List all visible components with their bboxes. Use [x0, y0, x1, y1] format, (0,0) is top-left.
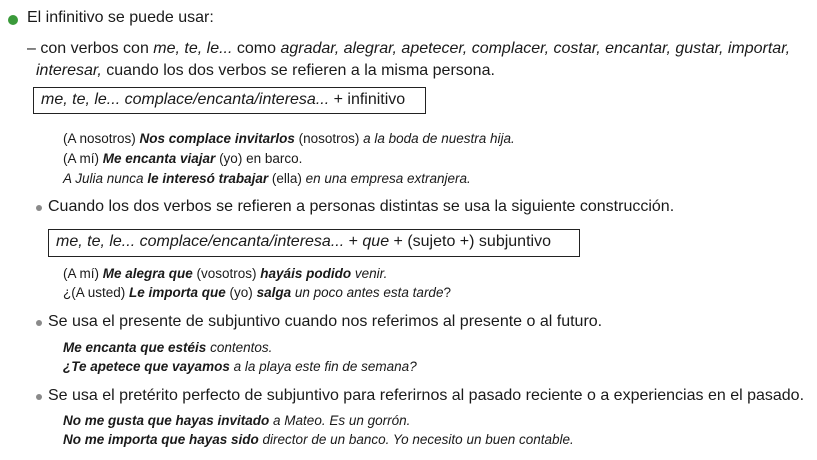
example-1c: A Julia nunca le interesó trabajar (ella) en una empresa extranjera. [63, 171, 471, 186]
example-2a: (A mí) Me alegra que (vosotros) hayáis podido venir. [63, 266, 388, 281]
formula-box-subjunctive: me, te, le... complace/encanta/interesa... + que + (sujeto +) subjuntivo [48, 229, 580, 257]
example-3a: Me encanta que estéis contentos. [63, 340, 273, 355]
rule-perfect-subjunctive: Se usa el pretérito perfecto de subjuntivo para referirnos al pasado reciente o a experiencias en el pasado. [48, 387, 805, 404]
example-1b: (A mí) Me encanta viajar (yo) en barco. [63, 151, 303, 166]
rule-present-subjunctive: Se usa el presente de subjuntivo cuando nos referimos al presente o al futuro. [48, 313, 603, 330]
grey-bullet-icon [36, 205, 42, 211]
usage-rule-line-1: – con verbos con me, te, le... como agradar, alegrar, apetecer, complacer, costar, encantar, gustar, importar, [27, 40, 791, 57]
example-2b: ¿(A usted) Le importa que (yo) salga un poco antes esta tarde? [63, 285, 451, 300]
section-heading: El infinitivo se puede usar: [27, 9, 214, 26]
example-1a: (A nosotros) Nos complace invitarlos (nosotros) a la boda de nuestra hija. [63, 131, 515, 146]
grey-bullet-icon [36, 320, 42, 326]
example-3b: ¿Te apetece que vayamos a la playa este fin de semana? [63, 359, 417, 374]
grey-bullet-icon [36, 394, 42, 400]
usage-rule-line-2: interesar, cuando los dos verbos se refieren a la misma persona. [36, 62, 495, 79]
example-4a: No me gusta que hayas invitado a Mateo. Es un gorrón. [63, 413, 411, 428]
green-bullet-icon [8, 15, 18, 25]
formula-box-infinitive: me, te, le... complace/encanta/interesa... + infinitivo [33, 87, 426, 114]
rule-different-persons: Cuando los dos verbos se refieren a personas distintas se usa la siguiente construcción. [48, 198, 675, 215]
example-4b: No me importa que hayas sido director de un banco. Yo necesito un buen contable. [63, 432, 574, 447]
